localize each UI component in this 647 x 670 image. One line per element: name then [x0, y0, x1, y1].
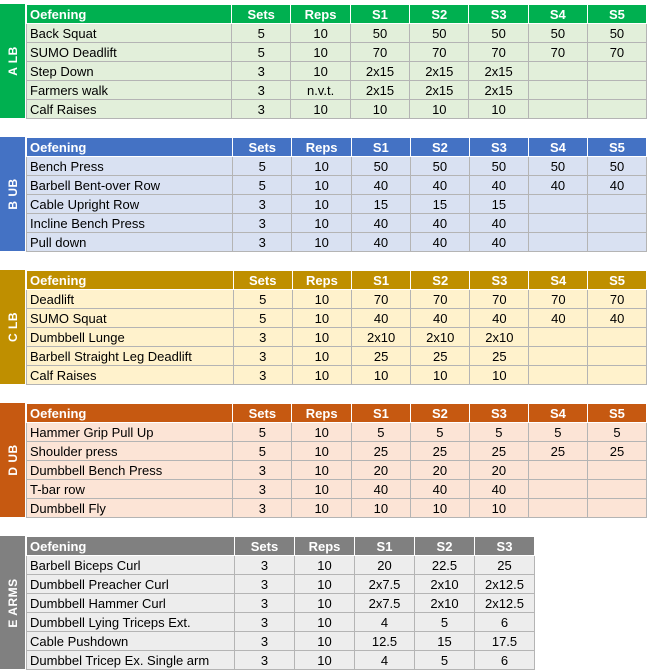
block-label — [0, 403, 25, 517]
value-cell[interactable]: 70 — [529, 290, 588, 309]
exercise-table — [26, 270, 647, 385]
value-cell[interactable]: 10 — [411, 366, 470, 385]
value-cell[interactable]: 10 — [410, 499, 469, 518]
value-cell[interactable]: 3 — [235, 651, 295, 670]
value-cell[interactable]: 70 — [411, 290, 470, 309]
value-cell[interactable]: 2x15 — [410, 62, 469, 81]
value-cell[interactable] — [587, 81, 646, 100]
value-cell[interactable]: 10 — [292, 442, 351, 461]
value-cell[interactable]: 70 — [588, 290, 647, 309]
column-header[interactable]: S4 — [528, 5, 587, 24]
value-cell[interactable]: 50 — [528, 157, 587, 176]
exercise-name-cell[interactable]: Dumbbell Hammer Curl — [27, 594, 235, 613]
value-cell[interactable] — [528, 480, 587, 499]
value-cell[interactable]: 2x15 — [350, 62, 409, 81]
column-header[interactable]: Reps — [292, 138, 351, 157]
column-header[interactable]: S5 — [588, 271, 647, 290]
column-header[interactable]: S3 — [469, 5, 528, 24]
column-header[interactable]: S3 — [470, 271, 529, 290]
value-cell[interactable]: 5 — [469, 423, 528, 442]
value-cell[interactable]: 10 — [295, 575, 355, 594]
column-header[interactable]: Reps — [295, 537, 355, 556]
block-label-text: D UB — [5, 444, 20, 476]
column-header[interactable]: Sets — [235, 537, 295, 556]
value-cell[interactable]: 50 — [410, 24, 469, 43]
exercise-name-cell[interactable]: Pull down — [27, 233, 233, 252]
block-label — [0, 4, 25, 118]
value-cell[interactable]: 10 — [295, 556, 355, 575]
table-row — [27, 651, 535, 670]
exercise-name-cell[interactable]: T-bar row — [27, 480, 233, 499]
value-cell[interactable] — [587, 233, 646, 252]
value-cell[interactable]: 25 — [410, 442, 469, 461]
header-row — [27, 138, 647, 157]
value-cell[interactable]: 2x7.5 — [355, 575, 415, 594]
value-cell[interactable]: 3 — [233, 366, 292, 385]
value-cell[interactable] — [587, 461, 646, 480]
value-cell[interactable]: 25 — [475, 556, 535, 575]
value-cell[interactable]: 2x15 — [469, 62, 528, 81]
column-header[interactable]: Sets — [233, 271, 292, 290]
value-cell[interactable]: 3 — [233, 233, 292, 252]
exercise-name-cell[interactable]: Back Squat — [27, 24, 232, 43]
table-row — [27, 81, 647, 100]
value-cell[interactable]: 10 — [292, 328, 351, 347]
table-row — [27, 157, 647, 176]
header-row — [27, 404, 647, 423]
block-label — [0, 536, 25, 669]
block-label-text: A LB — [5, 46, 20, 76]
value-cell[interactable]: 40 — [528, 176, 587, 195]
column-header[interactable]: Reps — [291, 5, 350, 24]
value-cell[interactable]: 40 — [469, 480, 528, 499]
value-cell[interactable]: 5 — [351, 423, 410, 442]
value-cell[interactable]: 15 — [415, 632, 475, 651]
column-header[interactable]: Sets — [233, 404, 292, 423]
value-cell[interactable]: 40 — [469, 214, 528, 233]
value-cell[interactable]: 5 — [233, 423, 292, 442]
value-cell[interactable]: 2x10 — [415, 575, 475, 594]
column-header[interactable]: Oefening — [27, 5, 232, 24]
value-cell[interactable]: 10 — [292, 233, 351, 252]
column-header[interactable]: S1 — [355, 537, 415, 556]
value-cell[interactable]: 22.5 — [415, 556, 475, 575]
column-header[interactable]: S2 — [415, 537, 475, 556]
value-cell[interactable]: 10 — [351, 499, 410, 518]
value-cell[interactable]: 3 — [233, 499, 292, 518]
value-cell[interactable]: 50 — [351, 157, 410, 176]
column-header[interactable]: S2 — [410, 404, 469, 423]
value-cell[interactable] — [587, 499, 646, 518]
header-row — [27, 271, 647, 290]
value-cell[interactable]: 2x10 — [415, 594, 475, 613]
value-cell[interactable] — [588, 347, 647, 366]
value-cell[interactable]: 3 — [233, 195, 292, 214]
table-row — [27, 233, 647, 252]
table-row — [27, 366, 647, 385]
value-cell[interactable]: 20 — [351, 461, 410, 480]
value-cell[interactable]: 2x15 — [410, 81, 469, 100]
column-header[interactable]: S4 — [529, 271, 588, 290]
exercise-name-cell[interactable]: SUMO Squat — [27, 309, 234, 328]
header-row — [27, 537, 535, 556]
table-row — [27, 632, 535, 651]
value-cell[interactable]: 6 — [475, 613, 535, 632]
value-cell[interactable]: 2x10 — [470, 328, 529, 347]
value-cell[interactable]: 25 — [470, 347, 529, 366]
block-a — [0, 4, 647, 118]
value-cell[interactable]: 70 — [470, 290, 529, 309]
table-row — [27, 309, 647, 328]
column-header[interactable]: S3 — [475, 537, 535, 556]
value-cell[interactable]: 10 — [295, 613, 355, 632]
value-cell[interactable]: 10 — [292, 347, 351, 366]
column-header[interactable]: S2 — [411, 271, 470, 290]
column-header[interactable]: Sets — [232, 5, 291, 24]
table-row — [27, 43, 647, 62]
value-cell[interactable]: 3 — [232, 100, 291, 119]
block-e — [0, 536, 647, 669]
value-cell[interactable] — [529, 366, 588, 385]
block-b — [0, 137, 647, 251]
table-row — [27, 613, 535, 632]
column-header[interactable]: S5 — [587, 404, 646, 423]
value-cell[interactable]: 20 — [469, 461, 528, 480]
value-cell[interactable] — [529, 347, 588, 366]
table-row — [27, 442, 647, 461]
exercise-name-cell[interactable]: Calf Raises — [27, 366, 234, 385]
column-header[interactable]: S3 — [469, 138, 528, 157]
value-cell[interactable]: 25 — [469, 442, 528, 461]
value-cell[interactable]: 5 — [233, 442, 292, 461]
value-cell[interactable] — [528, 233, 587, 252]
value-cell[interactable]: 5 — [233, 290, 292, 309]
table-row — [27, 100, 647, 119]
exercise-name-cell[interactable]: Bench Press — [27, 157, 233, 176]
value-cell[interactable]: 10 — [292, 309, 351, 328]
value-cell[interactable]: 3 — [233, 214, 292, 233]
table-row — [27, 347, 647, 366]
column-header[interactable]: S3 — [469, 404, 528, 423]
value-cell[interactable]: 2x7.5 — [355, 594, 415, 613]
exercise-name-cell[interactable]: Barbell Bent-over Row — [27, 176, 233, 195]
column-header[interactable]: S5 — [587, 138, 646, 157]
value-cell[interactable] — [528, 461, 587, 480]
value-cell[interactable]: 10 — [292, 499, 351, 518]
value-cell[interactable]: 50 — [469, 157, 528, 176]
value-cell[interactable]: 2x15 — [469, 81, 528, 100]
value-cell[interactable] — [528, 499, 587, 518]
block-label-text: E ARMS — [5, 577, 20, 628]
column-header[interactable]: S1 — [352, 271, 411, 290]
value-cell[interactable]: 3 — [233, 480, 292, 499]
value-cell[interactable] — [528, 100, 587, 119]
exercise-name-cell[interactable]: Dumbbell Preacher Curl — [27, 575, 235, 594]
value-cell[interactable]: 40 — [410, 176, 469, 195]
column-header[interactable]: Sets — [233, 138, 292, 157]
value-cell[interactable]: 15 — [410, 195, 469, 214]
exercise-table — [26, 536, 535, 670]
exercise-name-cell[interactable]: Farmers walk — [27, 81, 232, 100]
table-row — [27, 195, 647, 214]
value-cell[interactable]: 10 — [292, 461, 351, 480]
table-row — [27, 499, 647, 518]
value-cell[interactable]: 50 — [587, 157, 646, 176]
exercise-name-cell[interactable]: Barbell Straight Leg Deadlift — [27, 347, 234, 366]
value-cell[interactable]: 2x10 — [352, 328, 411, 347]
value-cell[interactable]: 4 — [355, 613, 415, 632]
exercise-table — [26, 403, 647, 518]
value-cell[interactable]: 10 — [291, 43, 350, 62]
exercise-name-cell[interactable]: Dumbbel Tricep Ex. Single arm — [27, 651, 235, 670]
value-cell[interactable]: 10 — [352, 366, 411, 385]
value-cell[interactable]: 3 — [232, 62, 291, 81]
value-cell[interactable]: 40 — [351, 214, 410, 233]
value-cell[interactable]: 17.5 — [475, 632, 535, 651]
table-row — [27, 62, 647, 81]
value-cell[interactable] — [528, 195, 587, 214]
value-cell[interactable] — [528, 214, 587, 233]
exercise-name-cell[interactable]: SUMO Deadlift — [27, 43, 232, 62]
value-cell[interactable]: 40 — [410, 214, 469, 233]
value-cell[interactable]: 70 — [587, 43, 646, 62]
exercise-name-cell[interactable]: Cable Upright Row — [27, 195, 233, 214]
value-cell[interactable]: 10 — [295, 594, 355, 613]
value-cell[interactable]: 40 — [352, 309, 411, 328]
value-cell[interactable]: 40 — [351, 233, 410, 252]
value-cell[interactable]: 40 — [410, 233, 469, 252]
value-cell[interactable]: 5 — [233, 176, 292, 195]
table-row — [27, 328, 647, 347]
value-cell[interactable]: 5 — [528, 423, 587, 442]
value-cell[interactable]: 3 — [235, 613, 295, 632]
value-cell[interactable]: 25 — [352, 347, 411, 366]
value-cell[interactable]: 10 — [291, 100, 350, 119]
column-header[interactable]: S2 — [410, 5, 469, 24]
table-row — [27, 290, 647, 309]
value-cell[interactable]: 40 — [470, 309, 529, 328]
column-header[interactable]: S1 — [351, 404, 410, 423]
column-header[interactable]: S5 — [587, 5, 646, 24]
value-cell[interactable]: 12.5 — [355, 632, 415, 651]
value-cell[interactable]: 70 — [352, 290, 411, 309]
exercise-table — [26, 4, 647, 119]
header-row — [27, 5, 647, 24]
column-header[interactable]: Reps — [292, 271, 351, 290]
value-cell[interactable] — [528, 62, 587, 81]
value-cell[interactable]: 50 — [469, 24, 528, 43]
value-cell[interactable] — [587, 195, 646, 214]
column-header[interactable]: S1 — [350, 5, 409, 24]
exercise-name-cell[interactable]: Step Down — [27, 62, 232, 81]
exercise-table — [26, 137, 647, 252]
value-cell[interactable]: 25 — [587, 442, 646, 461]
value-cell[interactable]: 3 — [235, 594, 295, 613]
value-cell[interactable] — [588, 328, 647, 347]
value-cell[interactable]: 40 — [469, 176, 528, 195]
value-cell[interactable]: 10 — [291, 24, 350, 43]
value-cell[interactable]: 2x12.5 — [475, 594, 535, 613]
column-header[interactable]: Oefening — [27, 404, 233, 423]
value-cell[interactable]: 10 — [470, 366, 529, 385]
value-cell[interactable]: 10 — [469, 499, 528, 518]
value-cell[interactable]: 40 — [469, 233, 528, 252]
table-row — [27, 176, 647, 195]
table-row — [27, 423, 647, 442]
block-label-text: C LB — [5, 312, 20, 342]
value-cell[interactable]: 3 — [232, 81, 291, 100]
exercise-name-cell[interactable]: Calf Raises — [27, 100, 232, 119]
value-cell[interactable]: 5 — [587, 423, 646, 442]
exercise-name-cell[interactable]: Dumbbell Fly — [27, 499, 233, 518]
value-cell[interactable]: 5 — [233, 157, 292, 176]
value-cell[interactable]: 50 — [587, 24, 646, 43]
column-header[interactable]: Oefening — [27, 537, 235, 556]
table-row — [27, 575, 535, 594]
value-cell[interactable]: 3 — [233, 328, 292, 347]
value-cell[interactable]: 10 — [295, 651, 355, 670]
value-cell[interactable] — [587, 62, 646, 81]
value-cell[interactable] — [587, 480, 646, 499]
column-header[interactable]: S4 — [528, 404, 587, 423]
block-label — [0, 270, 25, 384]
block-label — [0, 137, 25, 251]
table-row — [27, 480, 647, 499]
column-header[interactable]: S1 — [351, 138, 410, 157]
value-cell[interactable]: 4 — [355, 651, 415, 670]
value-cell[interactable]: 2x10 — [411, 328, 470, 347]
exercise-name-cell[interactable]: Dumbbell Bench Press — [27, 461, 233, 480]
table-row — [27, 24, 647, 43]
column-header[interactable]: Oefening — [27, 271, 234, 290]
exercise-name-cell[interactable]: Shoulder press — [27, 442, 233, 461]
value-cell[interactable]: 70 — [528, 43, 587, 62]
value-cell[interactable]: 2x12.5 — [475, 575, 535, 594]
value-cell[interactable]: 10 — [292, 176, 351, 195]
value-cell[interactable]: 10 — [292, 290, 351, 309]
value-cell[interactable]: 5 — [232, 43, 291, 62]
table-row — [27, 214, 647, 233]
value-cell[interactable]: 5 — [415, 613, 475, 632]
value-cell[interactable]: 2x15 — [350, 81, 409, 100]
value-cell[interactable]: 70 — [469, 43, 528, 62]
value-cell[interactable]: 3 — [235, 575, 295, 594]
value-cell[interactable]: 40 — [587, 176, 646, 195]
value-cell[interactable]: 5 — [233, 309, 292, 328]
block-label-text: B UB — [5, 178, 20, 210]
table-row — [27, 556, 535, 575]
value-cell[interactable]: 40 — [410, 480, 469, 499]
exercise-name-cell[interactable]: Dumbbell Lying Triceps Ext. — [27, 613, 235, 632]
value-cell[interactable]: 70 — [410, 43, 469, 62]
value-cell[interactable]: 40 — [411, 309, 470, 328]
value-cell[interactable]: 10 — [291, 62, 350, 81]
exercise-name-cell[interactable]: Cable Pushdown — [27, 632, 235, 651]
value-cell[interactable]: 10 — [292, 157, 351, 176]
value-cell[interactable]: 40 — [529, 309, 588, 328]
value-cell[interactable]: 25 — [411, 347, 470, 366]
value-cell[interactable]: 10 — [292, 195, 351, 214]
value-cell[interactable]: 6 — [475, 651, 535, 670]
value-cell[interactable]: 10 — [292, 423, 351, 442]
value-cell[interactable]: 3 — [235, 556, 295, 575]
value-cell[interactable]: 50 — [528, 24, 587, 43]
value-cell[interactable]: 3 — [233, 347, 292, 366]
column-header[interactable]: S4 — [528, 138, 587, 157]
value-cell[interactable]: 5 — [410, 423, 469, 442]
value-cell[interactable]: 15 — [351, 195, 410, 214]
block-d — [0, 403, 647, 517]
value-cell[interactable]: 3 — [235, 632, 295, 651]
block-c — [0, 270, 647, 384]
value-cell[interactable] — [529, 328, 588, 347]
value-cell[interactable]: 5 — [232, 24, 291, 43]
value-cell[interactable]: 3 — [233, 461, 292, 480]
value-cell[interactable]: 70 — [350, 43, 409, 62]
exercise-name-cell[interactable]: Dumbbell Lunge — [27, 328, 234, 347]
column-header[interactable]: Oefening — [27, 138, 233, 157]
value-cell[interactable]: 10 — [410, 100, 469, 119]
value-cell[interactable] — [528, 81, 587, 100]
column-header[interactable]: S2 — [410, 138, 469, 157]
value-cell[interactable] — [588, 366, 647, 385]
value-cell[interactable]: 50 — [410, 157, 469, 176]
value-cell[interactable]: 10 — [295, 632, 355, 651]
value-cell[interactable]: 40 — [588, 309, 647, 328]
value-cell[interactable]: 20 — [355, 556, 415, 575]
exercise-name-cell[interactable]: Barbell Biceps Curl — [27, 556, 235, 575]
exercise-name-cell[interactable]: Incline Bench Press — [27, 214, 233, 233]
value-cell[interactable]: 40 — [351, 176, 410, 195]
value-cell[interactable]: 50 — [350, 24, 409, 43]
value-cell[interactable] — [587, 100, 646, 119]
value-cell[interactable] — [587, 214, 646, 233]
exercise-name-cell[interactable]: Deadlift — [27, 290, 234, 309]
column-header[interactable]: Reps — [292, 404, 351, 423]
value-cell[interactable]: 10 — [292, 480, 351, 499]
table-row — [27, 461, 647, 480]
value-cell[interactable]: 10 — [292, 214, 351, 233]
value-cell[interactable]: 10 — [292, 366, 351, 385]
value-cell[interactable]: 10 — [469, 100, 528, 119]
value-cell[interactable]: n.v.t. — [291, 81, 350, 100]
value-cell[interactable]: 25 — [528, 442, 587, 461]
value-cell[interactable]: 25 — [351, 442, 410, 461]
value-cell[interactable]: 5 — [415, 651, 475, 670]
value-cell[interactable]: 40 — [351, 480, 410, 499]
value-cell[interactable]: 10 — [350, 100, 409, 119]
value-cell[interactable]: 15 — [469, 195, 528, 214]
exercise-name-cell[interactable]: Hammer Grip Pull Up — [27, 423, 233, 442]
table-row — [27, 594, 535, 613]
value-cell[interactable]: 20 — [410, 461, 469, 480]
